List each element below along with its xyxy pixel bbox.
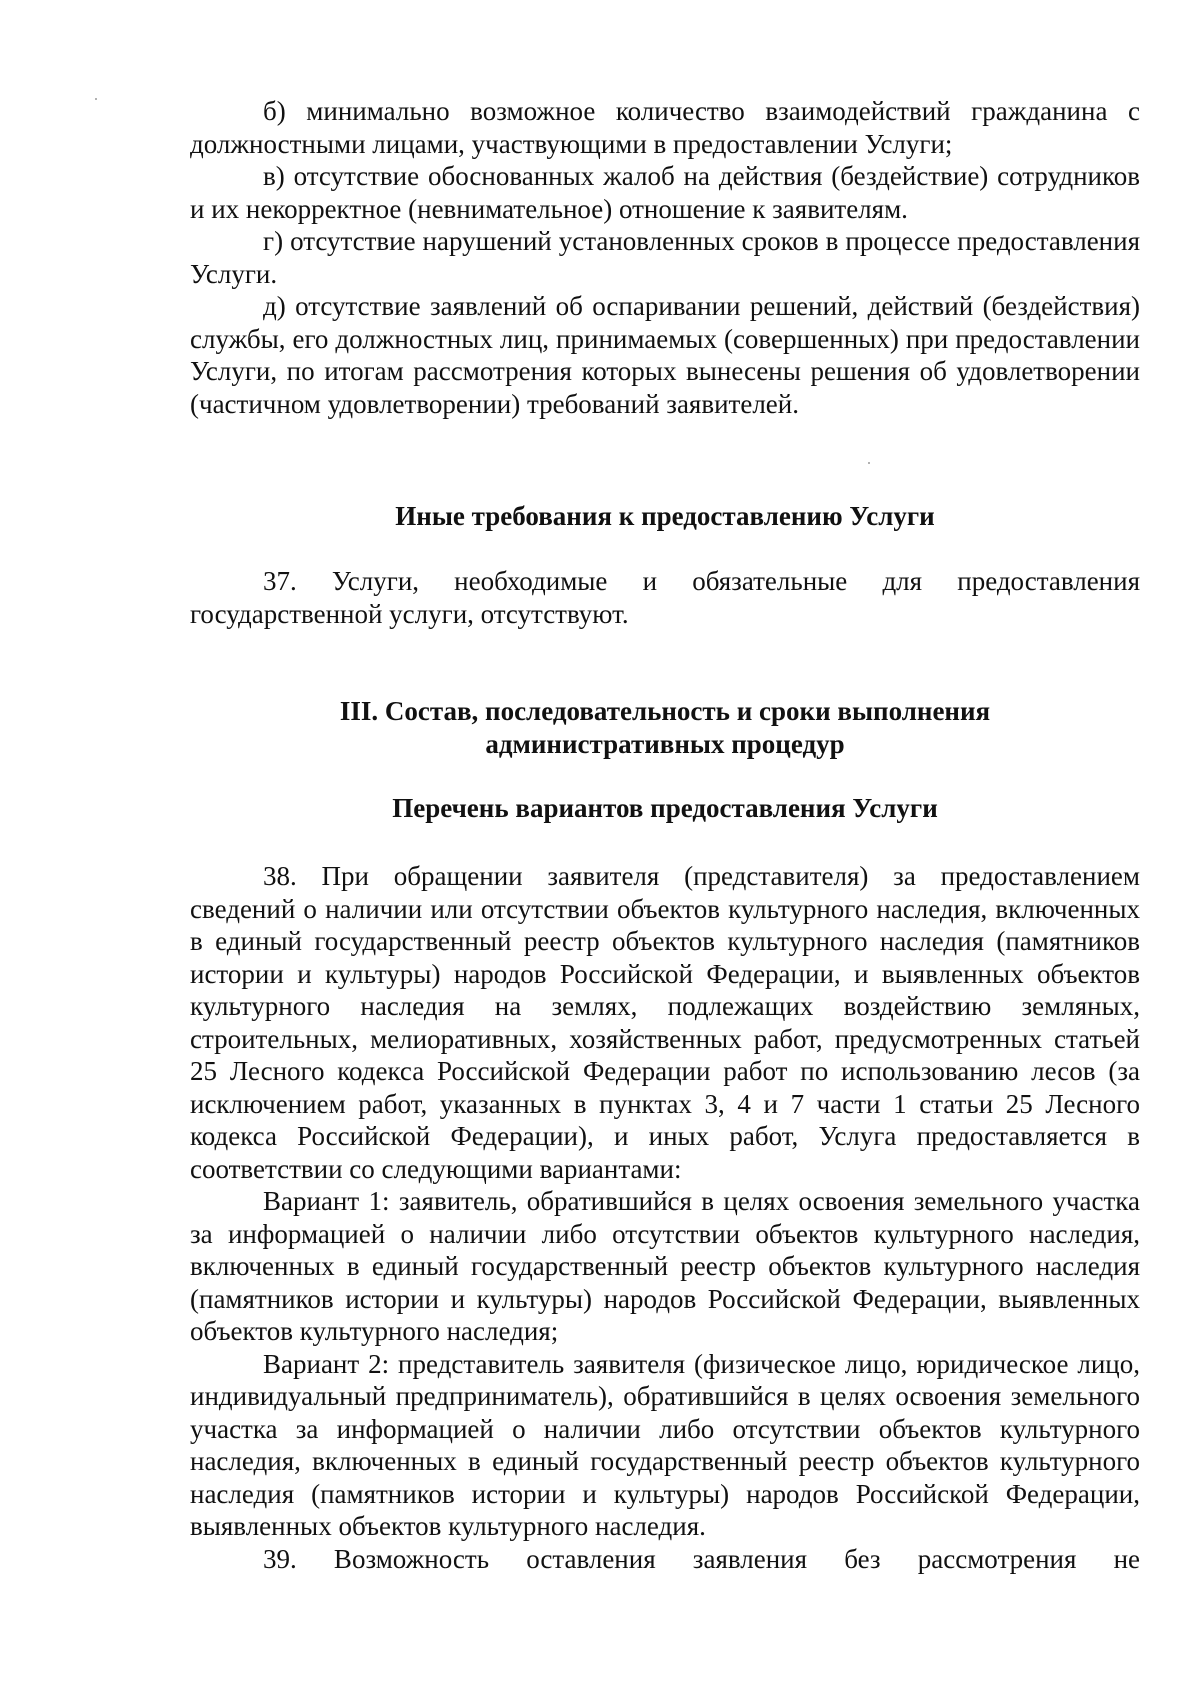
- paragraph-item-v: в) отсутствие обоснованных жалоб на действия (бездействие) сотрудников и их некорректное (невнимательное) отношение к заявителям.: [190, 161, 1140, 224]
- section-3-title-block: [190, 695, 1140, 760]
- section-title-line-1: III. Состав, последовательность и сроки выполнения: [339, 696, 991, 726]
- paragraph-variant-2: Вариант 2: представитель заявителя (физическое лицо, юридическое лицо, индивидуальный предприниматель), обратившийся в целях освоения земельного участка за информацией о наличии либо отсутствии объектов культурного наследия, включенных в единый государственный реестр объектов культурного наследия (памятников истории и культуры) народов Российской Федерации, выявленных объектов культурного наследия.: [190, 1348, 1140, 1541]
- paragraph-39-start: 39. Возможность оставления заявления без рассмотрения не: [263, 1543, 1140, 1574]
- paragraph-38: 38. При обращении заявителя (представителя) за предоставлением сведений о наличии или отсутствии объектов культурного наследия, включенных в единый государственный реестр объектов культурного наследия (памятников истории и культуры) народов Российской Федерации, и выявленных объектов культурного наследия на землях, подлежащих воздействию земляных, строительных, мелиоративных, хозяйственных работ, предусмотренных статьей 25 Лесного кодекса Российской Федерации работ по использованию лесов (за исключением работ, указанных в пунктах 3, 4 и 7 части 1 статьи 25 Лесного кодекса Российской Федерации), и иных работ, Услуга предоставляется в соответствии со следующими вариантами:: [190, 861, 1140, 1184]
- scan-speck: [95, 98, 97, 100]
- text-block-criteria: [190, 95, 1140, 420]
- paragraph-item-g: г) отсутствие нарушений установленных сроков в процессе предоставления Услуги.: [190, 226, 1140, 289]
- heading-variants-list-block: [190, 792, 1140, 825]
- text-block-variants: [190, 860, 1140, 1575]
- paragraph-37-block: [190, 565, 1140, 630]
- section-heading: Иные требования к предоставлению Услуги: [395, 501, 935, 531]
- scan-speck: [868, 462, 870, 464]
- heading-other-requirements-block: [190, 500, 1140, 533]
- section-title-line-2: административных процедур: [485, 728, 845, 759]
- paragraph-variant-1: Вариант 1: заявитель, обратившийся в целях освоения земельного участка за информацией о наличии либо отсутствии объектов культурного наследия, включенных в единый государственный реестр объектов культурного наследия (памятников истории и культуры) народов Российской Федерации, выявленных объектов культурного наследия;: [190, 1186, 1140, 1346]
- paragraph-37: 37. Услуги, необходимые и обязательные для предоставления государственной услуги, отсутствуют.: [190, 566, 1140, 629]
- paragraph-item-b: б) минимально возможное количество взаимодействий гражданина с должностными лицами, участвующими в предоставлении Услуги;: [190, 96, 1140, 159]
- subsection-heading: Перечень вариантов предоставления Услуги: [392, 793, 938, 823]
- paragraph-item-d: д) отсутствие заявлений об оспаривании решений, действий (бездействия) службы, его должностных лиц, принимаемых (совершенных) при предоставлении Услуги, по итогам рассмотрения которых вынесены решения об удовлетворении (частичном удовлетворении) требований заявителей.: [190, 291, 1140, 419]
